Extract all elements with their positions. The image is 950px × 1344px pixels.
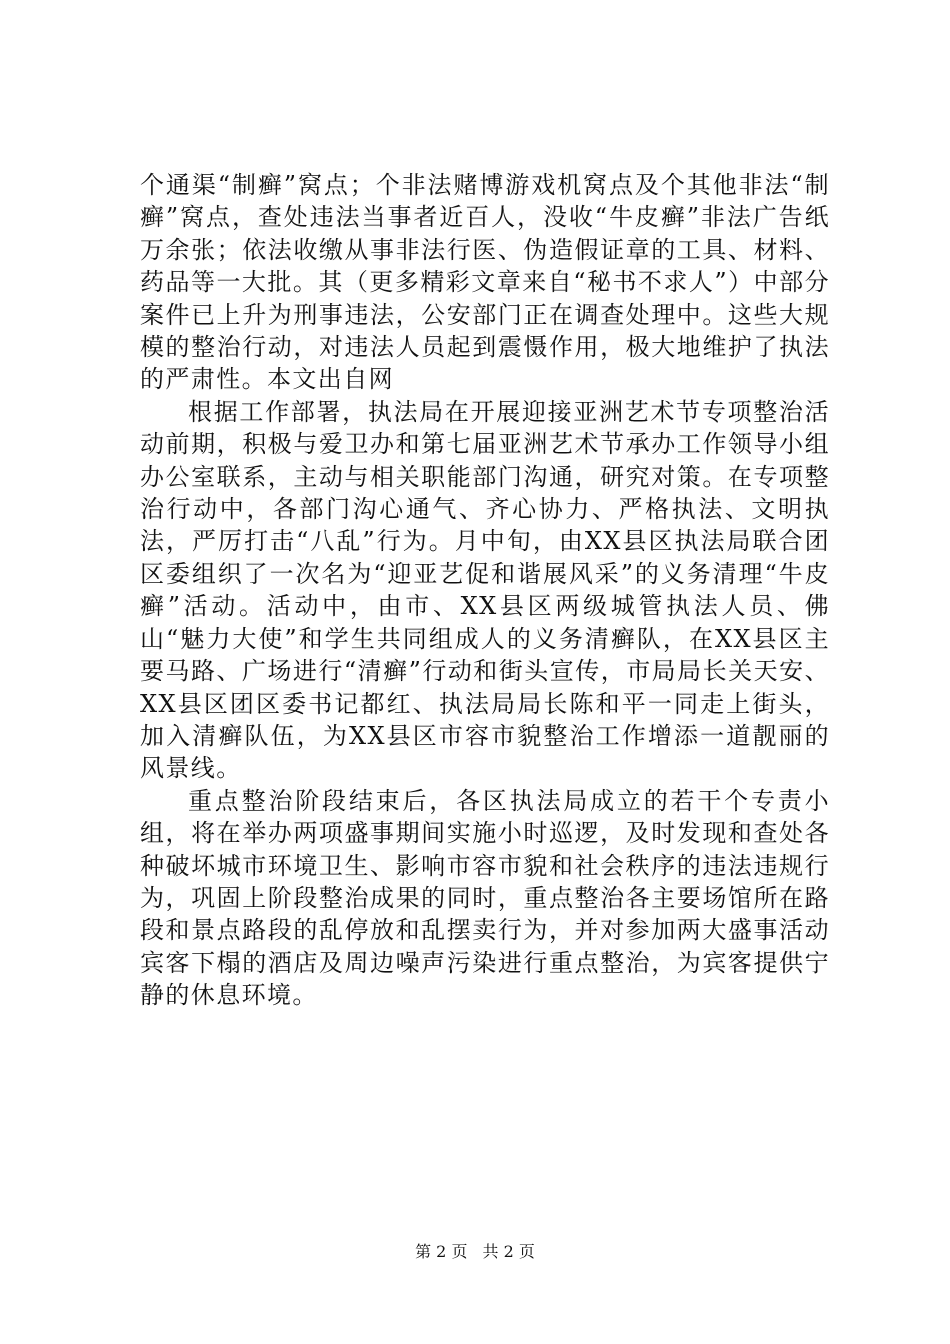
page-number: 第 2 页 <box>415 1242 468 1261</box>
document-body <box>140 169 830 1012</box>
page-footer <box>0 1241 950 1263</box>
page-total: 共 2 页 <box>482 1242 535 1261</box>
paragraph-3: 重点整治阶段结束后，各区执法局成立的若干个专责小组，将在举办两项盛事期间实施小时巡逻，及时发现和查处各种破坏城市环境卫生、影响市容市貌和社会秩序的违法违规行为，巩固上阶段整治成果的同时，重点整治各主要场馆所在路段和景点路段的乱停放和乱摆卖行为，并对参加两大盛事活动宾客下榻的酒店及周边噪声污染进行重点整治，为宾客提供宁静的休息环境。 <box>140 786 830 1010</box>
paragraph-1: 个通渠“制癣”窝点；个非法赌博游戏机窝点及个其他非法“制癣”窝点，查处违法当事者近百人，没收“牛皮癣”非法广告纸万余张；依法收缴从事非法行医、伪造假证章的工具、材料、药品等一大批。其（更多精彩文章来自“秘书不求人”）中部分案件已上升为刑事违法，公安部门正在调查处理中。这些大规模的整治行动，对违法人员起到震慑作用，极大地维护了执法的严肃性。本文出自网 <box>140 171 830 394</box>
paragraph-2: 根据工作部署，执法局在开展迎接亚洲艺术节专项整治活动前期，积极与爱卫办和第七届亚洲艺术节承办工作领导小组办公室联系，主动与相关职能部门沟通，研究对策。在专项整治行动中，各部门沟心通气、齐心协力、严格执法、文明执法，严厉打击“八乱”行为。月中旬，由XX县区执法局联合团区委组织了一次名为“迎亚艺促和谐展风采”的义务清理“牛皮癣”活动。活动中，由市、XX县区两级城管执法人员、佛山“魅力大使”和学生共同组成人的义务清癣队，在XX县区主要马路、广场进行“清癣”行动和街头宣传，市局局长关天安、XX县区团区委书记都红、执法局局长陈和平一同走上街头，加入清癣队伍，为XX县区市容市貌整治工作增添一道靓丽的风景线。 <box>140 397 830 783</box>
